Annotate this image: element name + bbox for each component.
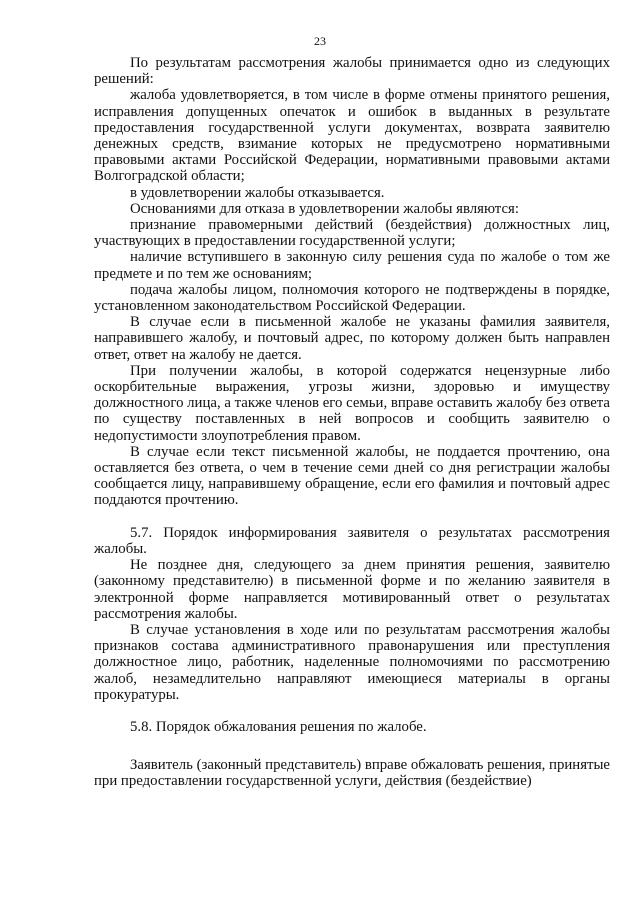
paragraph: В случае если в письменной жалобе не указаны фамилия заявителя, направившего жалобу, и почтовый адрес, по которому должен быть направлен ответ, ответ на жалобу не дается. (94, 314, 610, 363)
paragraph: При получении жалобы, в которой содержатся нецензурные либо оскорбительные выражения, угрозы жизни, здоровью и имуществу должностного лица, а также членов его семьи, вправе оставить жалобу без ответа по существу поставленных в ней вопросов и сообщить заявителю о недопустимости злоупотребления правом. (94, 362, 610, 444)
page-number: 23 (314, 34, 326, 48)
paragraph: Не позднее дня, следующего за днем принятия решения, заявителю (законному представителю) в письменной форме и по желанию заявителя в электронной форме направляется мотивированный ответ о результатах рассмотрения жалобы. (94, 557, 610, 622)
paragraph: В случае установления в ходе или по результатам рассмотрения жалобы признаков состава административного правонарушения или преступления должностное лицо, работник, наделенные полномочиями по рассмотрению жалоб, незамедлительно направляют имеющиеся материалы в органы прокуратуры. (94, 621, 610, 703)
paragraph: По результатам рассмотрения жалобы принимается одно из следующих решений: (94, 55, 610, 88)
section-heading-5-7: 5.7. Порядок информирования заявителя о результатах рассмотрения жалобы. (94, 524, 610, 557)
paragraph: жалоба удовлетворяется, в том числе в форме отмены принятого решения, исправления допущенных опечаток и ошибок в выданных в результате предоставления государственной услуги документах, возврата заявителю денежных средств, взимание которых не предусмотрено нормативными правовыми актами Российской Федерации, нормативными правовыми актами Волгоградской области; (94, 87, 610, 185)
paragraph: в удовлетворении жалобы отказывается. (130, 184, 385, 201)
paragraph: Заявитель (законный представитель) вправе обжаловать решения, принятые при предоставлении государственной услуги, действия (бездействие) (94, 757, 610, 790)
document-body (94, 55, 610, 790)
section-heading-5-8: 5.8. Порядок обжалования решения по жалобе. (130, 718, 427, 735)
paragraph: признание правомерными действий (бездействия) должностных лиц, участвующих в предоставлении государственной услуги; (94, 217, 610, 250)
paragraph: Основаниями для отказа в удовлетворении жалобы являются: (130, 200, 519, 217)
paragraph: В случае если текст письменной жалобы, не поддается прочтению, она оставляется без ответа, о чем в течение семи дней со дня регистрации жалобы сообщается лицу, направившему обращение, если его фамилия и почтовый адрес поддаются прочтению. (94, 443, 610, 509)
paragraph: наличие вступившего в законную силу решения суда по жалобе о том же предмете и по тем же основаниям; (94, 249, 610, 282)
paragraph: подача жалобы лицом, полномочия которого не подтверждены в порядке, установленном законодательством Российской Федерации. (94, 281, 610, 315)
